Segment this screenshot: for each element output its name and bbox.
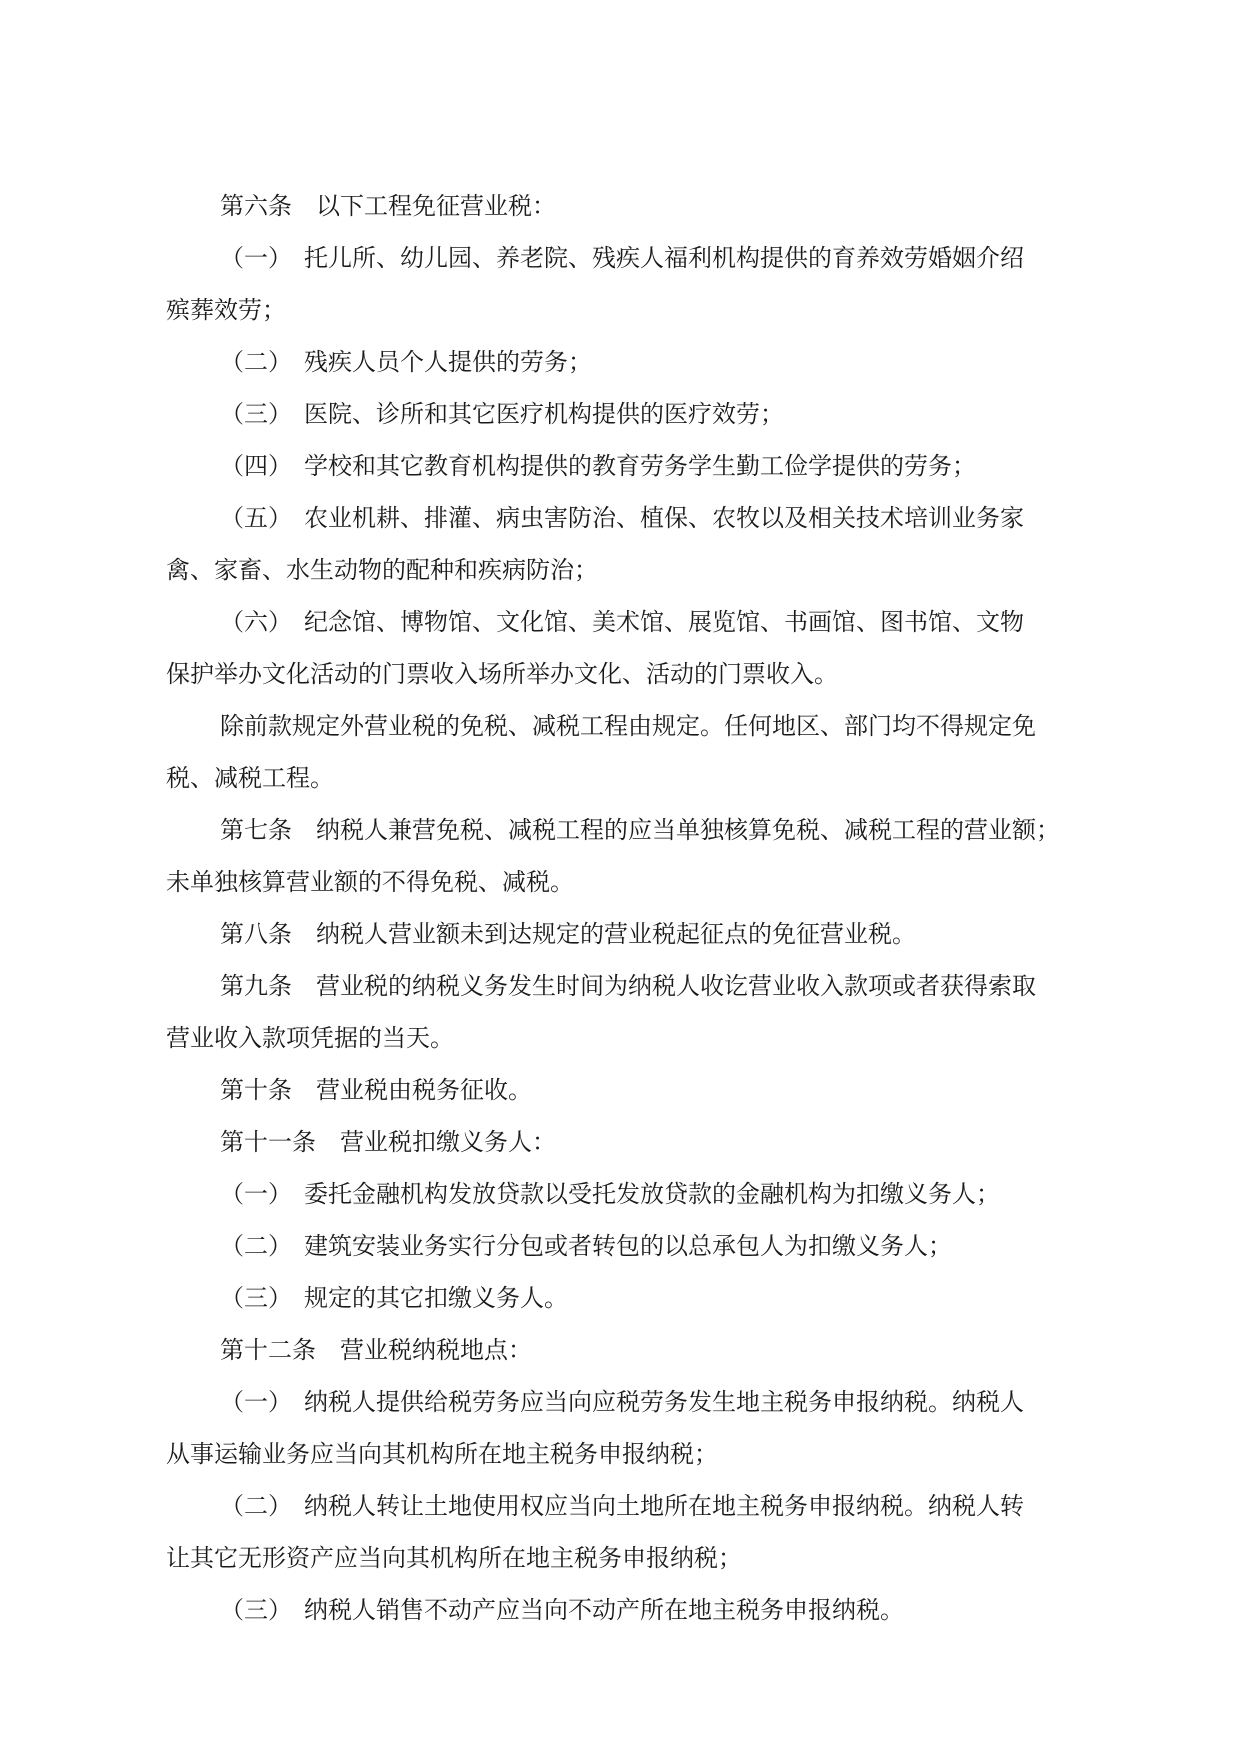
text-line: 除前款规定外营业税的免税、减税工程由规定。任何地区、部门均不得规定免 bbox=[220, 712, 1036, 740]
text-line: 从事运输业务应当向其机构所在地主税务申报纳税； bbox=[166, 1440, 718, 1468]
text-line: 第十二条 营业税纳税地点： bbox=[220, 1336, 532, 1364]
text-line: （一） 托儿所、幼儿园、养老院、残疾人福利机构提供的育养效劳婚姻介绍 bbox=[220, 244, 1024, 272]
text-line: （一） 纳税人提供给税劳务应当向应税劳务发生地主税务申报纳税。纳税人 bbox=[220, 1388, 1024, 1416]
text-line: 第六条 以下工程免征营业税： bbox=[220, 192, 556, 220]
text-line: （一） 委托金融机构发放贷款以受托发放贷款的金融机构为扣缴义务人； bbox=[220, 1180, 1000, 1208]
text-line: 第十一条 营业税扣缴义务人： bbox=[220, 1128, 556, 1156]
text-line: 第八条 纳税人营业额未到达规定的营业税起征点的免征营业税。 bbox=[220, 920, 916, 948]
text-line: （四） 学校和其它教育机构提供的教育劳务学生勤工俭学提供的劳务； bbox=[220, 452, 976, 480]
text-line: （二） 纳税人转让土地使用权应当向土地所在地主税务申报纳税。纳税人转 bbox=[220, 1492, 1024, 1520]
text-line: （二） 残疾人员个人提供的劳务； bbox=[220, 348, 592, 376]
text-line: 第七条 纳税人兼营免税、减税工程的应当单独核算免税、减税工程的营业额； bbox=[220, 816, 1060, 844]
text-line: （三） 纳税人销售不动产应当向不动产所在地主税务申报纳税。 bbox=[220, 1596, 904, 1624]
text-line: （二） 建筑安装业务实行分包或者转包的以总承包人为扣缴义务人； bbox=[220, 1232, 952, 1260]
text-line: （五） 农业机耕、排灌、病虫害防治、植保、农牧以及相关技术培训业务家 bbox=[220, 504, 1024, 532]
text-line: （六） 纪念馆、博物馆、文化馆、美术馆、展览馆、书画馆、图书馆、文物 bbox=[220, 608, 1024, 636]
document-page bbox=[166, 180, 1078, 1636]
text-line: 第九条 营业税的纳税义务发生时间为纳税人收讫营业收入款项或者获得索取 bbox=[220, 972, 1036, 1000]
text-line: （三） 规定的其它扣缴义务人。 bbox=[220, 1284, 568, 1312]
text-line: （三） 医院、诊所和其它医疗机构提供的医疗效劳； bbox=[220, 400, 784, 428]
text-line: 让其它无形资产应当向其机构所在地主税务申报纳税； bbox=[166, 1544, 742, 1572]
text-line: 税、减税工程。 bbox=[166, 764, 334, 792]
text-line: 殡葬效劳； bbox=[166, 296, 286, 324]
text-line: 未单独核算营业额的不得免税、减税。 bbox=[166, 868, 574, 896]
text-line: 禽、家畜、水生动物的配种和疾病防治； bbox=[166, 556, 598, 584]
text-line: 第十条 营业税由税务征收。 bbox=[220, 1076, 532, 1104]
text-line: 营业收入款项凭据的当天。 bbox=[166, 1024, 454, 1052]
text-line: 保护举办文化活动的门票收入场所举办文化、活动的门票收入。 bbox=[166, 660, 838, 688]
